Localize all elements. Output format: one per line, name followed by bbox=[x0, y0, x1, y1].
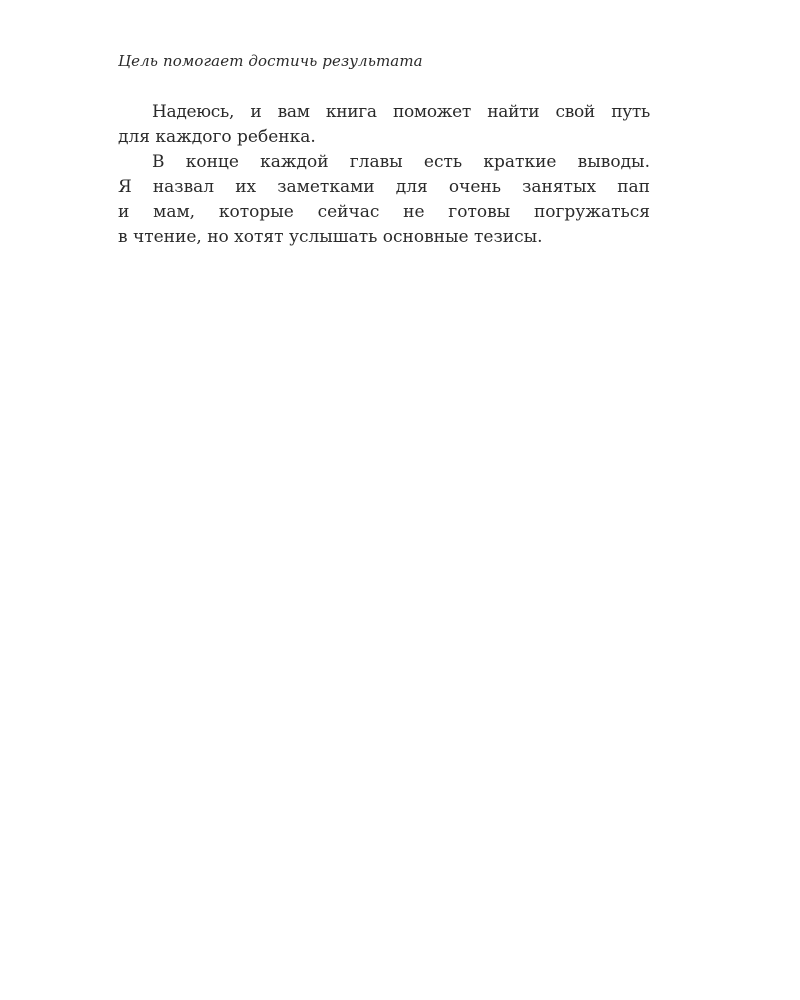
text-line: и мам, которые сейчас не готовы погружаться bbox=[118, 202, 650, 222]
text-line: в чтение, но хотят услышать основные тезисы. bbox=[118, 227, 543, 247]
text-line: В конце каждой главы есть краткие выводы. bbox=[152, 152, 650, 172]
text-line: Я назвал их заметками для очень занятых пап bbox=[118, 177, 650, 197]
body-text bbox=[118, 100, 650, 250]
text-line: Надеюсь, и вам книга поможет найти свой путь bbox=[152, 102, 650, 122]
text-line: для каждого ребенка. bbox=[118, 127, 316, 147]
running-head: Цель помогает достичь результата bbox=[118, 52, 423, 70]
paragraph bbox=[118, 100, 650, 150]
paragraph bbox=[118, 150, 650, 250]
